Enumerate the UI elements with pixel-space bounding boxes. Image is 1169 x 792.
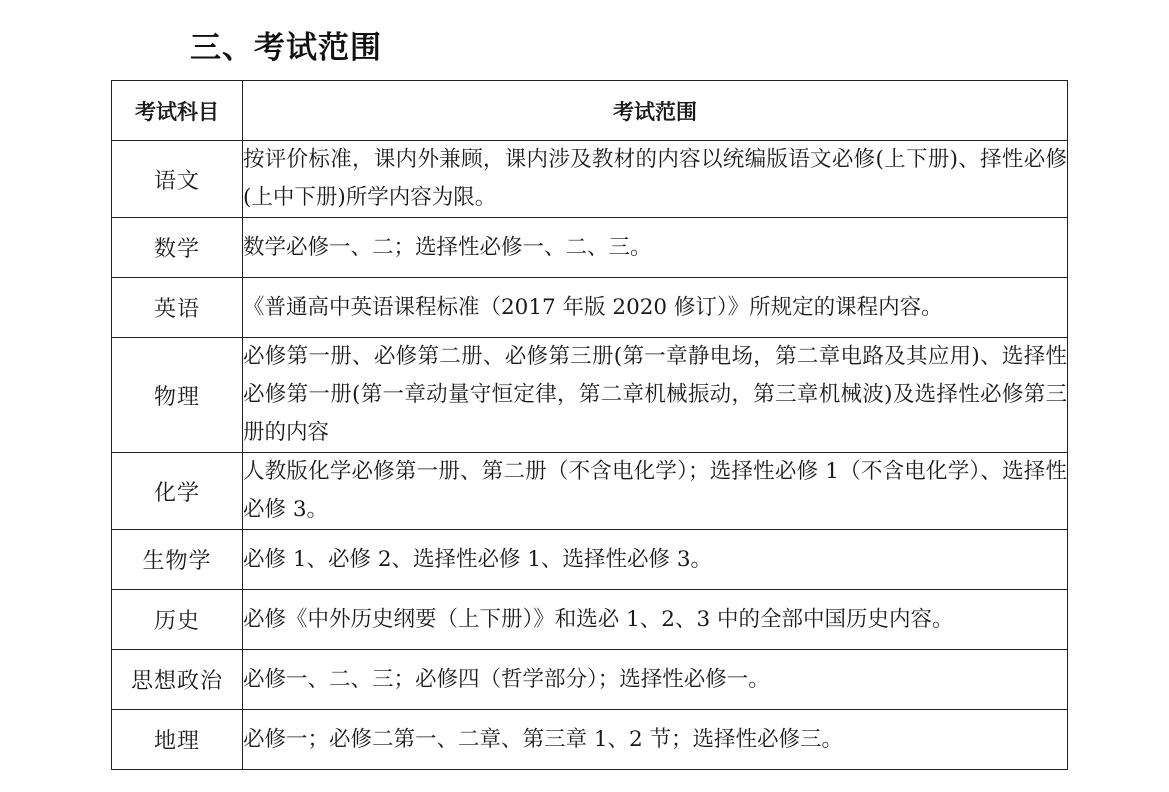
scope-cell: 《普通高中英语课程标准（2017 年版 2020 修订）》所规定的课程内容。 [243, 278, 1068, 338]
table-row [112, 710, 1068, 770]
table-row [112, 218, 1068, 278]
exam-scope-table [111, 80, 1068, 770]
table-row [112, 278, 1068, 338]
subject-cell: 语文 [112, 141, 243, 218]
scope-cell: 必修《中外历史纲要（上下册）》和选必 1、2、3 中的全部中国历史内容。 [243, 590, 1068, 650]
subject-cell: 数学 [112, 218, 243, 278]
header-scope: 考试范围 [243, 81, 1068, 141]
section-title: 三、考试范围 [190, 30, 382, 66]
subject-cell: 历史 [112, 590, 243, 650]
scope-cell: 按评价标准，课内外兼顾，课内涉及教材的内容以统编版语文必修(上下册)、择性必修(上中下册)所学内容为限。 [243, 141, 1068, 218]
scope-cell: 数学必修一、二；选择性必修一、二、三。 [243, 218, 1068, 278]
subject-cell: 英语 [112, 278, 243, 338]
table-row [112, 590, 1068, 650]
subject-cell: 化学 [112, 453, 243, 530]
table-row [112, 141, 1068, 218]
scope-cell: 必修第一册、必修第二册、必修第三册(第一章静电场，第二章电路及其应用)、选择性必修第一册(第一章动量守恒定律，第二章机械振动，第三章机械波)及选择性必修第三册的内容 [243, 338, 1068, 453]
table-row [112, 453, 1068, 530]
table-header-row [112, 81, 1068, 141]
scope-cell: 必修 1、必修 2、选择性必修 1、选择性必修 3。 [243, 530, 1068, 590]
scope-cell: 必修一、二、三；必修四（哲学部分）；选择性必修一。 [243, 650, 1068, 710]
header-subject: 考试科目 [112, 81, 243, 141]
subject-cell: 地理 [112, 710, 243, 770]
subject-cell: 思想政治 [112, 650, 243, 710]
table-row [112, 338, 1068, 453]
subject-cell: 生物学 [112, 530, 243, 590]
table-row [112, 530, 1068, 590]
table-row [112, 650, 1068, 710]
scope-cell: 必修一；必修二第一、二章、第三章 1、2 节；选择性必修三。 [243, 710, 1068, 770]
scope-cell: 人教版化学必修第一册、第二册（不含电化学）；选择性必修 1（不含电化学）、选择性必修 3。 [243, 453, 1068, 530]
subject-cell: 物理 [112, 338, 243, 453]
